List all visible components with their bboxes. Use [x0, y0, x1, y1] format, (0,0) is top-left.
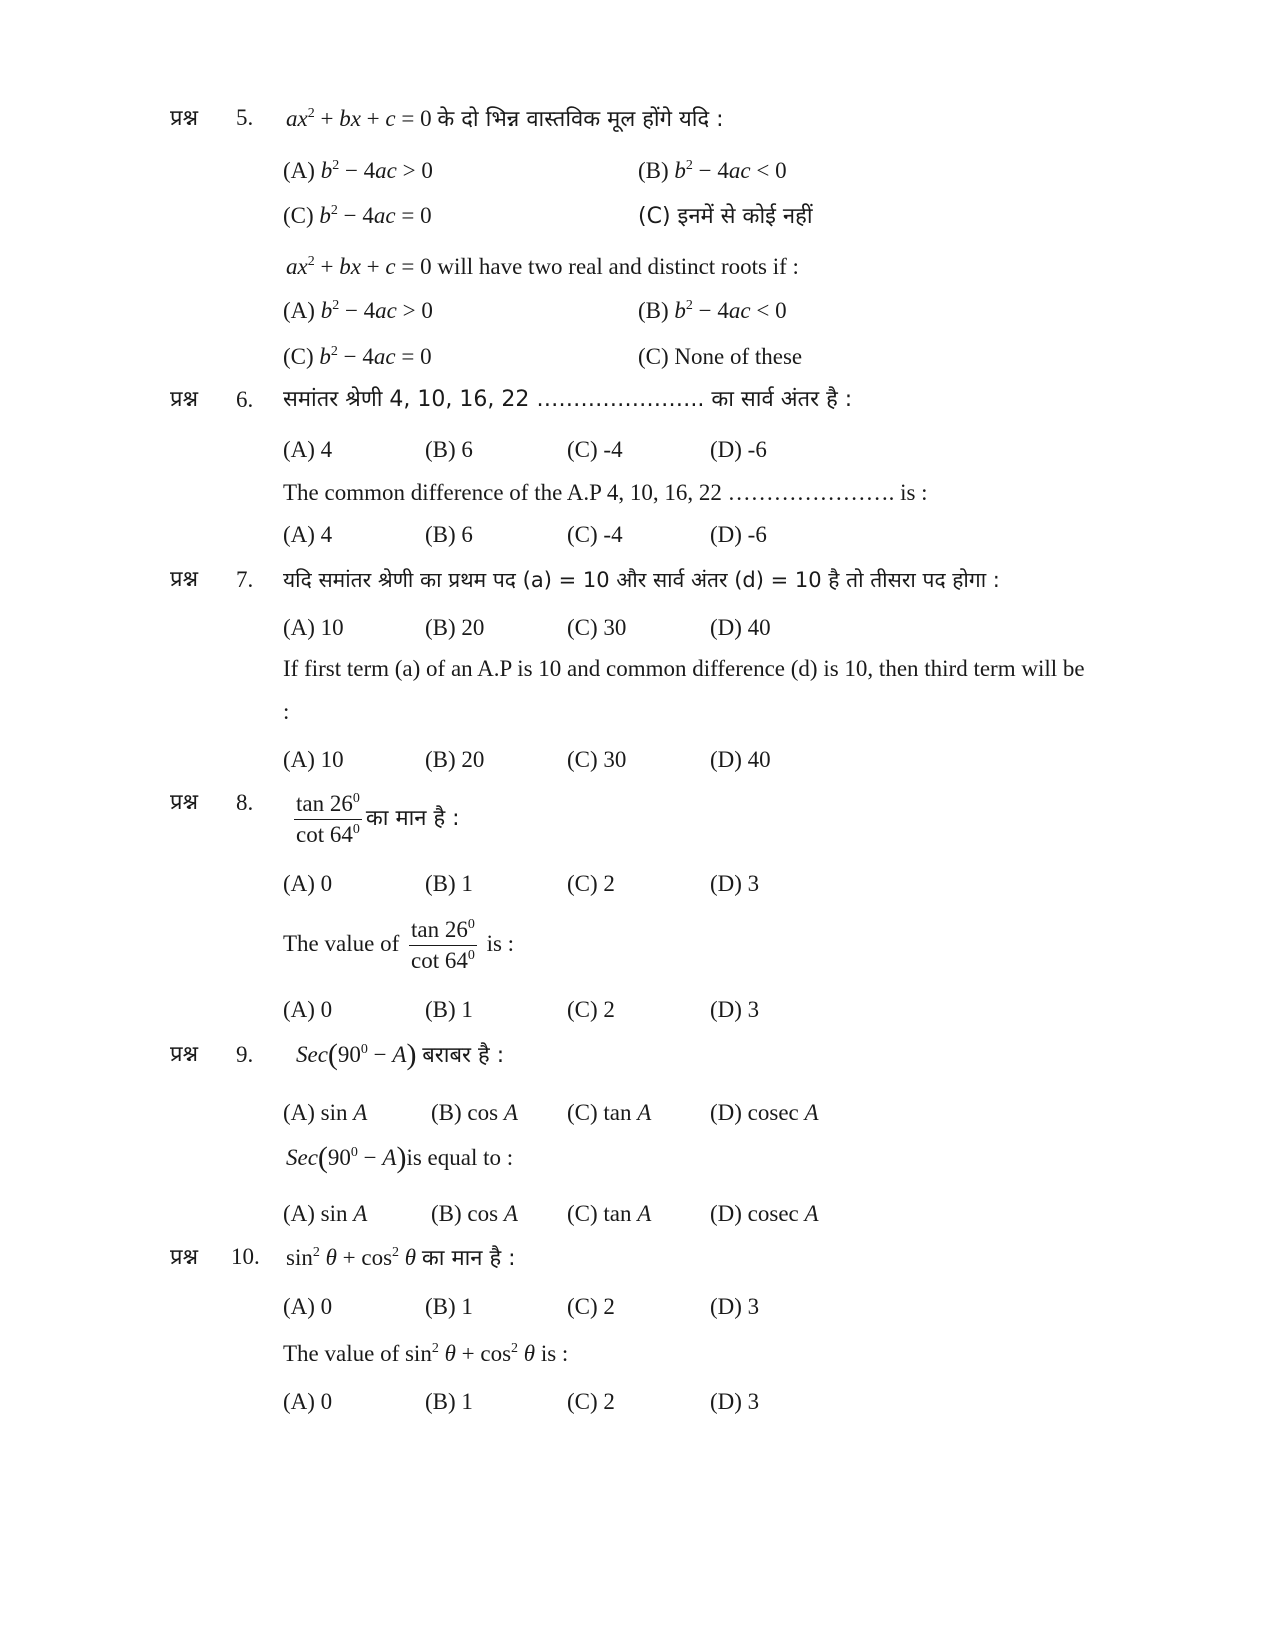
- option-a[interactable]: (A) 4: [283, 437, 333, 462]
- option-c[interactable]: (C) 2: [567, 871, 615, 896]
- question-number: 6.: [236, 387, 254, 412]
- option-c[interactable]: (C) 30: [567, 615, 627, 640]
- option-b[interactable]: (B) 1: [425, 1294, 473, 1319]
- option-b[interactable]: (B) 1: [425, 871, 473, 896]
- option-b[interactable]: (B) 1: [425, 997, 473, 1022]
- question-label: प्रश्न: [170, 1042, 199, 1067]
- option-b[interactable]: (B) 20: [425, 747, 485, 772]
- question-stem-english-continued: :: [283, 699, 290, 724]
- option-c[interactable]: (C) tan A: [567, 1100, 652, 1125]
- question-stem-english: The common difference of the A.P 4, 10, 16, 22 …………………. is :: [283, 480, 928, 505]
- question-stem-hindi: यदि समांतर श्रेणी का प्रथम पद (a) = 10 और सार्व अंतर (d) = 10 है तो तीसरा पद होगा :: [283, 568, 1000, 592]
- option-b[interactable]: (B) 6: [425, 437, 473, 462]
- option-c[interactable]: (C) 2: [567, 1389, 615, 1414]
- option-a[interactable]: (A) sin A: [283, 1201, 368, 1226]
- option-d[interactable]: (D) 3: [710, 1294, 760, 1319]
- option-d[interactable]: (D) -6: [710, 437, 767, 462]
- question-label: प्रश्न: [170, 790, 199, 815]
- question-number: 10.: [231, 1244, 260, 1269]
- option-d[interactable]: (D) 3: [710, 1389, 760, 1414]
- option-a[interactable]: (A) $b^2 - 4ac > 0$: [283, 298, 433, 323]
- option-a[interactable]: (A) 10: [283, 615, 344, 640]
- option-a[interactable]: (A) 0: [283, 1389, 333, 1414]
- option-a[interactable]: (A) 0: [283, 1294, 333, 1319]
- option-c[interactable]: (C) $b^2 - 4ac = 0$: [283, 344, 432, 369]
- question-number: 8.: [236, 790, 254, 815]
- question-stem-english: If first term (a) of an A.P is 10 and common difference (d) is 10, then third term will be: [283, 656, 1085, 681]
- option-c[interactable]: (C) 2: [567, 997, 615, 1022]
- question-number: 9.: [236, 1042, 254, 1067]
- option-a[interactable]: (A) $b^2 - 4ac > 0$: [283, 158, 433, 183]
- question-stem-hindi: $Sec(90^0 - A)$ बराबर है :: [296, 1038, 505, 1071]
- question-stem-english: $Sec(90^0 - A)is$ equal to :: [286, 1141, 514, 1174]
- question-number: 5.: [236, 105, 254, 130]
- option-d[interactable]: (D) cosec A: [710, 1100, 819, 1125]
- option-d[interactable]: (D) 40: [710, 615, 771, 640]
- option-a[interactable]: (A) 4: [283, 522, 333, 547]
- option-d[interactable]: (D) 40: [710, 747, 771, 772]
- option-c[interactable]: (C) tan A: [567, 1201, 652, 1226]
- question-label: प्रश्न: [170, 1245, 199, 1270]
- question-label: प्रश्न: [170, 387, 199, 412]
- option-c[interactable]: (C) -4: [567, 437, 623, 462]
- option-c[interactable]: (C) $b^2 - 4ac = 0$: [283, 203, 432, 228]
- question-stem-english: $ax^2$ + bx + c = 0 will have two real and distinct roots if :: [286, 254, 799, 279]
- option-d[interactable]: (D) 3: [710, 871, 760, 896]
- option-b[interactable]: (B) $b^2 - 4ac < 0$: [638, 298, 787, 323]
- fraction: $\frac{\tan 26^0}{\cot 64^0}$: [410, 917, 475, 973]
- question-stem-hindi: $ax^2$ + bx + c = 0 के दो भिन्न वास्तविक मूल होंगे यदि :: [286, 106, 724, 132]
- option-c[interactable]: (C) -4: [567, 522, 623, 547]
- fraction: $\frac{\tan 26^0}{\cot 64^0}$: [296, 791, 360, 847]
- option-b[interactable]: (B) cos A: [431, 1100, 518, 1125]
- option-c[interactable]: (C) 2: [567, 1294, 615, 1319]
- option-b[interactable]: (B) cos A: [431, 1201, 518, 1226]
- option-a[interactable]: (A) 10: [283, 747, 344, 772]
- option-b[interactable]: (B) 20: [425, 615, 485, 640]
- question-label: प्रश्न: [170, 106, 199, 131]
- question-stem-hindi: $\frac{\tan 26^0}{\cot 64^0}$ का मान है :: [296, 791, 460, 847]
- option-b[interactable]: (B) 1: [425, 1389, 473, 1414]
- option-a[interactable]: (A) sin A: [283, 1100, 368, 1125]
- option-b[interactable]: (B) 6: [425, 522, 473, 547]
- question-label: प्रश्न: [170, 567, 199, 592]
- question-stem-english: The value of $\sin^2 \theta + \cos^2 \theta$ is :: [283, 1341, 569, 1366]
- option-none[interactable]: (C) इनमें से कोई नहीं: [638, 204, 813, 229]
- option-d[interactable]: (D) 3: [710, 997, 760, 1022]
- question-number: 7.: [236, 567, 254, 592]
- option-d[interactable]: (D) -6: [710, 522, 767, 547]
- option-d[interactable]: (D) cosec A: [710, 1201, 819, 1226]
- option-a[interactable]: (A) 0: [283, 871, 333, 896]
- question-stem-english: The value of $\frac{\tan 26^0}{\cot 64^0}$ is :: [283, 917, 515, 973]
- option-c[interactable]: (C) 30: [567, 747, 627, 772]
- question-stem-hindi: समांतर श्रेणी 4, 10, 16, 22 ………………….. का सार्व अंतर है :: [283, 387, 853, 412]
- option-none[interactable]: (C) None of these: [638, 344, 803, 369]
- option-a[interactable]: (A) 0: [283, 997, 333, 1022]
- option-b[interactable]: (B) $b^2 - 4ac < 0$: [638, 158, 787, 183]
- question-stem-hindi: $\sin^2 \theta + \cos^2 \theta$ का मान है :: [286, 1245, 516, 1271]
